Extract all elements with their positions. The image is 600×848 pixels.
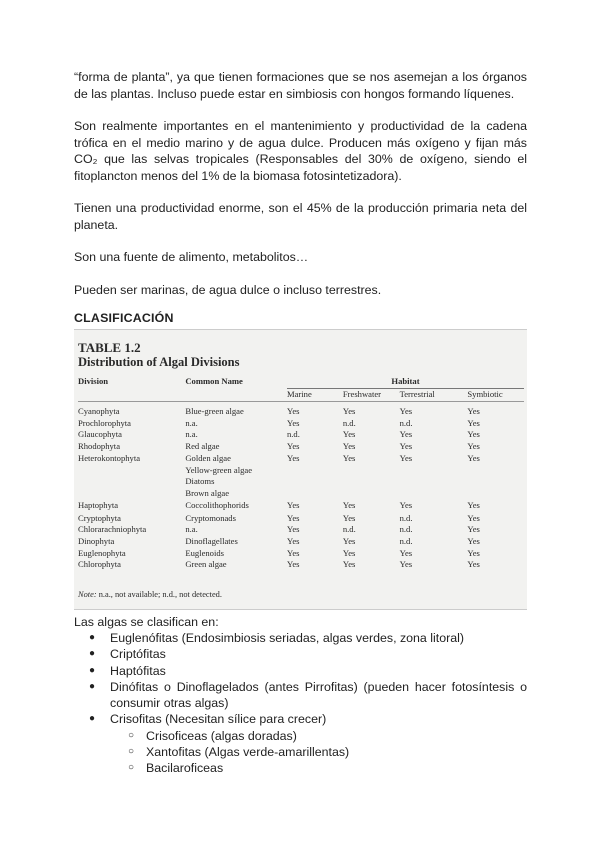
cell-marine <box>287 488 343 500</box>
cell-marine: Yes <box>286 559 300 570</box>
table-row <box>78 418 524 430</box>
sublist-item-text: Bacilaroficeas <box>146 761 224 776</box>
cell-division <box>78 488 185 500</box>
cell-common-name: Golden algae <box>185 452 231 463</box>
list-item-text: Haptófitas <box>110 663 166 678</box>
table-row <box>78 548 524 560</box>
cell-division: Glaucophyta <box>78 429 122 440</box>
cell-freshwater: Yes <box>342 547 356 558</box>
table-row <box>78 465 524 477</box>
paragraph-forma-de-planta: “forma de planta”, ya que tienen formaciones que se nos asemejan a los órganos de las plantas. Incluso puede estar en simbiosis con hongos formando líquenes. <box>74 70 527 101</box>
list-intro: Las algas se clasifican en: <box>74 615 219 629</box>
paragraph-productivity: Tienen una productividad enorme, son el 45% de la producción primaria neta del planeta. <box>74 201 527 232</box>
bullet-icon: ● <box>89 713 96 725</box>
cell-marine: Yes <box>286 417 300 428</box>
table-row <box>78 406 524 418</box>
cell-freshwater: Yes <box>342 441 356 452</box>
cell-marine: Yes <box>286 441 300 452</box>
table-row <box>78 429 524 441</box>
cell-division: Dinophyta <box>78 536 115 547</box>
list-item-text: Criptófitas <box>110 647 166 662</box>
table-row <box>78 536 524 548</box>
header-symbiotic: Symbiotic <box>467 389 503 399</box>
cell-division: Chlorophyta <box>78 559 121 570</box>
cell-division: Rhodophyta <box>78 441 121 452</box>
cell-terrestrial: Yes <box>399 406 413 416</box>
table-row <box>78 513 524 525</box>
algal-divisions-table-image <box>74 329 527 610</box>
table-note-label: Note: <box>78 590 97 599</box>
cell-common-name: Coccolithophorids <box>185 499 249 510</box>
cell-symbiotic: Yes <box>467 512 480 523</box>
cell-division: Chlorarachniophyta <box>78 524 147 535</box>
cell-common-name: n.a. <box>185 524 198 535</box>
cell-freshwater: Yes <box>342 536 356 547</box>
sublist-item <box>74 744 527 760</box>
cell-common-name: n.a. <box>185 429 198 440</box>
cell-marine <box>287 476 343 488</box>
cell-division: Haptophyta <box>78 499 119 510</box>
cell-marine: Yes <box>286 547 300 558</box>
table-row <box>78 524 524 536</box>
cell-marine: n.d. <box>286 429 300 440</box>
algae-classification-list <box>74 630 527 777</box>
cell-freshwater: Yes <box>342 499 356 510</box>
cell-division <box>78 476 185 488</box>
cell-terrestrial: n.d. <box>399 524 413 535</box>
cell-terrestrial: Yes <box>399 499 413 510</box>
cell-marine: Yes <box>286 499 300 510</box>
cell-symbiotic <box>467 488 524 500</box>
algal-divisions-table <box>78 376 524 571</box>
paragraph-habitats: Pueden ser marinas, de agua dulce o incluso terrestres. <box>74 283 382 297</box>
cell-freshwater: Yes <box>342 406 356 416</box>
cell-common-name: Diatoms <box>185 476 215 487</box>
table-row <box>78 559 524 571</box>
hollow-bullet-icon: ○ <box>128 762 135 774</box>
bullet-icon: ● <box>89 680 96 692</box>
cell-terrestrial: n.d. <box>399 417 413 428</box>
cell-common-name: Cryptomonads <box>185 512 236 523</box>
cell-common-name: Dinoflagellates <box>185 536 238 547</box>
cell-freshwater: n.d. <box>342 417 356 428</box>
list-item-text: Crisofitas (Necesitan sílice para crecer) <box>110 712 327 727</box>
cell-common-name: Brown algae <box>185 487 230 498</box>
table-label: TABLE 1.2 <box>78 340 141 355</box>
table-note-text: n.a., not available; n.d., not detected. <box>96 590 222 599</box>
table-title: Distribution of Algal Divisions <box>78 355 240 369</box>
paragraph-food-source: Son una fuente de alimento, metabolitos… <box>74 250 309 264</box>
cell-common-name: Euglenoids <box>185 547 225 558</box>
cell-terrestrial: Yes <box>399 559 413 570</box>
table-row <box>78 500 524 513</box>
cell-terrestrial: n.d. <box>399 512 413 523</box>
cell-symbiotic: Yes <box>467 559 480 570</box>
cell-division <box>78 465 185 477</box>
bullet-icon: ● <box>89 648 96 660</box>
cell-symbiotic: Yes <box>467 429 480 440</box>
bullet-icon: ● <box>89 664 96 676</box>
cell-symbiotic: Yes <box>467 524 480 535</box>
cell-marine <box>287 465 343 477</box>
list-item-text: Euglenófitas (Endosimbiosis seriadas, algas verdes, zona litoral) <box>110 631 464 645</box>
table-row <box>78 476 524 488</box>
header-common-name: Common Name <box>185 376 243 386</box>
table-body <box>78 406 524 571</box>
sublist-item <box>74 760 527 776</box>
cell-freshwater <box>343 476 400 488</box>
cell-terrestrial: Yes <box>399 441 413 452</box>
cell-terrestrial <box>400 488 468 500</box>
table-row <box>78 488 524 500</box>
cell-common-name: Green algae <box>185 559 227 570</box>
cell-freshwater: Yes <box>342 452 356 463</box>
cell-marine: Yes <box>286 536 300 547</box>
header-terrestrial: Terrestrial <box>399 389 435 399</box>
cell-symbiotic: Yes <box>467 441 480 452</box>
list-item-text: Dinófitas o Dinoflagelados (antes Pirrofitas) (pueden hacer fotosíntesis o consumir otras algas) <box>110 679 527 711</box>
cell-symbiotic: Yes <box>467 536 480 547</box>
hollow-bullet-icon: ○ <box>128 746 135 758</box>
cell-marine: Yes <box>286 406 300 416</box>
cell-freshwater: Yes <box>342 512 356 523</box>
cell-terrestrial: Yes <box>399 547 413 558</box>
cell-division: Heterokontophyta <box>78 452 141 463</box>
cell-symbiotic: Yes <box>467 417 480 428</box>
cell-terrestrial <box>400 465 468 477</box>
section-heading: CLASIFICACIÓN <box>74 311 174 325</box>
hollow-bullet-icon: ○ <box>128 729 135 741</box>
cell-terrestrial: Yes <box>399 452 413 463</box>
list-item <box>74 711 527 727</box>
list-item <box>74 663 527 679</box>
cell-symbiotic <box>467 476 524 488</box>
cell-marine: Yes <box>286 512 300 523</box>
paragraph-importance: Son realmente importantes en el mantenimiento y productividad de la cadena trófica en el medio marino y de agua dulce. Producen más oxígeno y fijan más CO₂ que las selvas tropicales (Responsables del 30% de oxígeno, siendo el fitoplancton menos del 1% de la biomasa fotosintetizadora). <box>74 119 527 183</box>
header-habitat: Habitat <box>287 376 524 389</box>
header-division: Division <box>78 376 109 386</box>
table-row <box>78 441 524 453</box>
list-item <box>74 646 527 662</box>
cell-common-name: Blue-green algae <box>185 406 244 416</box>
cell-division: Prochlorophyta <box>78 417 131 428</box>
table-note <box>78 590 222 599</box>
sublist-item-text: Xantofitas (Algas verde-amarillentas) <box>146 745 350 760</box>
header-freshwater: Freshwater <box>342 389 382 399</box>
cell-freshwater: Yes <box>342 559 356 570</box>
list-item <box>74 630 527 646</box>
cell-freshwater: Yes <box>342 429 356 440</box>
bullet-icon: ● <box>89 632 96 643</box>
cell-symbiotic: Yes <box>467 406 480 416</box>
cell-common-name: Red algae <box>185 441 220 452</box>
cell-symbiotic: Yes <box>467 499 480 510</box>
cell-terrestrial <box>400 476 468 488</box>
cell-marine: Yes <box>286 524 300 535</box>
cell-symbiotic: Yes <box>467 452 480 463</box>
cell-freshwater <box>343 465 400 477</box>
cell-marine: Yes <box>286 452 300 463</box>
cell-terrestrial: n.d. <box>399 536 413 547</box>
sublist-item-text: Crisoficeas (algas doradas) <box>146 728 297 743</box>
cell-division: Cryptophyta <box>78 512 121 523</box>
cell-freshwater <box>343 488 400 500</box>
cell-freshwater: n.d. <box>342 524 356 535</box>
cell-common-name: Yellow-green algae <box>185 464 253 475</box>
sublist-item <box>74 728 527 744</box>
cell-division: Euglenophyta <box>78 547 126 558</box>
header-marine: Marine <box>286 389 312 399</box>
cell-symbiotic: Yes <box>467 547 480 558</box>
cell-terrestrial: Yes <box>399 429 413 440</box>
list-item <box>74 679 527 712</box>
cell-symbiotic <box>467 465 524 477</box>
cell-common-name: n.a. <box>185 417 198 428</box>
cell-division: Cyanophyta <box>78 406 120 416</box>
table-row <box>78 453 524 465</box>
